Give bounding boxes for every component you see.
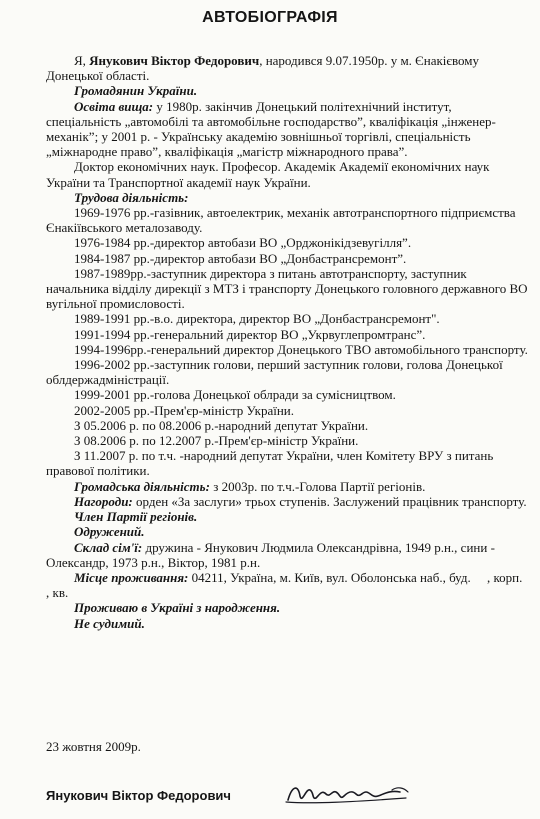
marital-status-line: Одружений. [74, 524, 145, 540]
intro-paragraph [46, 53, 528, 83]
work-item: 1969-1976 рр.-газівник, автоелектрик, механік автотранспортного підприємства Єнакіївського металозаводу. [46, 205, 516, 236]
document-body [46, 53, 539, 631]
work-item: 2002-2005 рр.-Прем'єр-міністр України. [74, 402, 294, 418]
work-item: 1976-1984 рр.-директор автобази ВО „Орджонікідзевугілля”. [74, 235, 412, 251]
work-item: З 11.2007 р. по т.ч. -народний депутат України, член Комітету ВРУ з питань правової політики. [46, 448, 494, 479]
party-line: Член Партії регіонів. [74, 509, 198, 525]
handwritten-signature [282, 778, 422, 810]
work-item: 1989-1991 рр.-в.о. директора, директор ВО „Донбастрансремонт". [74, 311, 440, 327]
residence-label: Місце проживання: [74, 569, 189, 585]
living-line: Проживаю в Україні з народження. [74, 600, 281, 616]
awards-text: орден «За заслуги» трьох ступенів. Заслужений працівник транспорту. [132, 493, 527, 509]
public-activity-label: Громадська діяльність: [74, 478, 210, 494]
work-item: 1994-1996рр.-генеральний директор Донецького ТВО автомобільного транспорту. [74, 341, 528, 357]
education-text: у 1980р. закінчив Донецький політехнічний інститут, спеціальність „автомобілі та автомобільне господарство”, кваліфікація „інженер-механік”; у 2001 р. - Українську академію зовнішньої торгівлі, спеціальність „міжнародне право”, кваліфікація „магістр міжнародного права”. [46, 98, 496, 160]
criminal-record-line: Не судимий. [74, 615, 145, 631]
education-label: Освіта вища: [74, 98, 154, 114]
degree-paragraph: Доктор економічних наук. Професор. Академік Академії економічних наук України та Транспортної академії наук України. [46, 159, 490, 190]
work-item: 1999-2001 рр.-голова Донецької облради за сумісництвом. [74, 387, 396, 403]
residence-paragraph [46, 569, 539, 601]
family-text: дружина - Янукович Людмила Олександрівна, 1949 р.н., сини - Олександр, 1973 р.н., Віктор, 1981 р.н. [46, 539, 495, 570]
public-activity-paragraph [46, 479, 528, 494]
intro-prefix: Я, [74, 53, 90, 68]
public-activity-text: з 2003р. по т.ч.-Голова Партії регіонів. [209, 478, 426, 494]
work-item: 1987-1989рр.-заступник директора з питань автотранспорту, заступник начальника відділу дирекції з МТЗ і транспорту Донецького головного державного ВО вугільної промисловості. [46, 265, 528, 312]
work-item: З 05.2006 р. по 08.2006 р.-народний депутат України. [74, 417, 369, 433]
work-item: 1991-1994 рр.-генеральний директор ВО „Укрвуглепромтранс”. [74, 326, 426, 342]
education-paragraph [46, 99, 528, 160]
signer-name: Янукович Віктор Федорович [46, 788, 231, 803]
author-name: Янукович Віктор Федорович [89, 53, 260, 68]
document-date: 23 жовтня 2009р. [46, 739, 141, 754]
family-paragraph [46, 540, 528, 570]
intro-birth: , народився 9.07.1950р. у м. Єнакієвому Донецької області. [46, 53, 480, 84]
citizenship-line: Громадянин України. [74, 83, 198, 99]
awards-paragraph [46, 494, 528, 509]
work-item: З 08.2006 р. по 12.2007 р.-Прем'єр-міністр України. [74, 433, 359, 449]
document-title: АВТОБІОГРАФІЯ [202, 9, 338, 26]
work-item: 1996-2002 рр.-заступник голови, перший заступник голови, голова Донецької облдержадміністрації. [46, 357, 503, 388]
family-label: Склад сім'ї: [74, 539, 143, 555]
residence-text: 04211, Україна, м. Київ, вул. Оболонська наб., буд. , корп. , кв. [46, 569, 539, 601]
work-label: Трудова діяльність: [74, 189, 189, 205]
awards-label: Нагороди: [74, 493, 133, 509]
work-item: 1984-1987 рр.-директор автобази ВО „Донбастрансремонт”. [74, 250, 407, 266]
